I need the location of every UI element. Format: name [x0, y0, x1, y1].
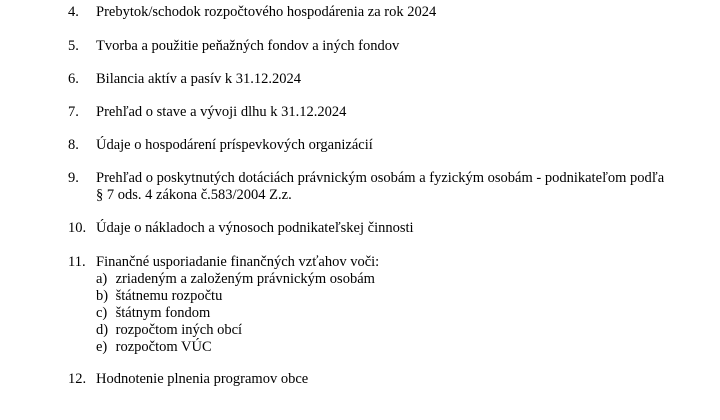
item-number: 12. — [68, 371, 87, 387]
item-line: Finančné usporiadanie finančných vzťahov voči: — [96, 254, 380, 270]
item-line: Prebytok/schodok rozpočtového hospodárenia za rok 2024 — [96, 4, 437, 20]
item-text — [96, 170, 696, 204]
item-text — [96, 220, 696, 237]
item-number: 11. — [68, 254, 86, 270]
item-line: Prehľad o poskytnutých dotáciách právnickým osobám a fyzickým osobám - podnikateľom podľa — [96, 170, 665, 186]
sub-item-letter: e) — [96, 339, 108, 355]
sub-item-letter: d) — [96, 322, 109, 338]
sub-item-letter: c) — [96, 305, 108, 321]
sub-item — [96, 271, 696, 288]
item-number: 8. — [68, 137, 79, 153]
item-text — [96, 71, 696, 88]
item-line: Bilancia aktív a pasív k 31.12.2024 — [96, 71, 301, 87]
item-text — [96, 38, 696, 55]
sub-item — [96, 339, 696, 356]
item-number: 5. — [68, 38, 79, 54]
item-text — [96, 137, 696, 154]
item-line: Prehľad o stave a vývoji dlhu k 31.12.2024 — [96, 104, 347, 120]
item-line: Tvorba a použitie peňažných fondov a iných fondov — [96, 38, 400, 54]
sub-item — [96, 305, 696, 322]
item-text — [96, 104, 696, 121]
item-text — [96, 371, 696, 388]
item-number: 7. — [68, 104, 79, 120]
item-line: Údaje o nákladoch a výnosoch podnikateľskej činnosti — [96, 220, 414, 236]
sub-item-text: štátnym fondom — [115, 305, 211, 321]
sub-item-text: štátnemu rozpočtu — [115, 288, 223, 304]
sub-item-text: rozpočtom VÚC — [115, 339, 212, 355]
item-text — [96, 254, 696, 356]
sub-item — [96, 288, 696, 305]
item-text — [96, 4, 696, 21]
sub-item-text: rozpočtom iných obcí — [115, 322, 243, 338]
sub-item-letter: a) — [96, 271, 108, 287]
sub-item-text: zriadeným a založeným právnickým osobám — [115, 271, 375, 287]
sub-item — [96, 322, 696, 339]
item-number: 10. — [68, 220, 87, 236]
item-number: 9. — [68, 170, 79, 186]
item-line: Údaje o hospodárení príspevkových organizácií — [96, 137, 373, 153]
sub-item-letter: b) — [96, 288, 109, 304]
item-line: Hodnotenie plnenia programov obce — [96, 371, 309, 387]
item-line: § 7 ods. 4 zákona č.583/2004 Z.z. — [96, 187, 292, 203]
item-number: 6. — [68, 71, 79, 87]
item-number: 4. — [68, 4, 79, 20]
